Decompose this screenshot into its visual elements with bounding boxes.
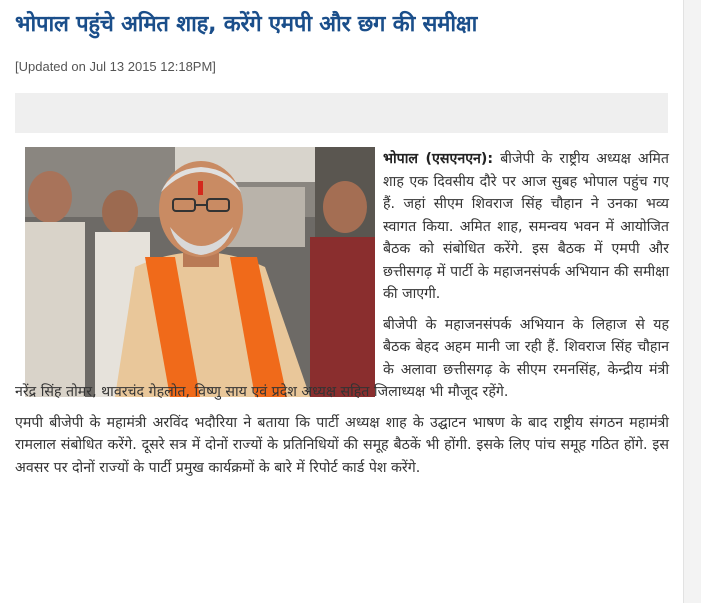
updated-timestamp: [Updated on Jul 13 2015 12:18PM] [15, 59, 216, 74]
article-paragraph-3: एमपी बीजेपी के महामंत्री अरविंद भदौरिया ने बताया कि पार्टी अध्यक्ष शाह के उद्घाटन भाषण के बाद राष्ट्रीय संगठन महामंत्री रामलाल संबोधित करेंगे. दूसरे सत्र में दोनों राज्यों के प्रतिनिधियों की समूह बैठकें भी होंगी. इसके लिए पांच समूह गठित होंगे. इस अवसर पर दोनों राज्यों के पार्टी प्रमुख कार्यक्रमों के बारे में रिपोर्ट कार्ड पेश करेंगे. [15, 414, 669, 476]
paragraph-text: बीजेपी के राष्ट्रीय अध्यक्ष अमित शाह एक दिवसीय दौरे पर आज सुबह भोपाल पहुंच गए हैं. जहां सीएम शिवराज सिंह चौहान ने उनका भव्य स्वागत किया. अमित शाह, समन्वय भवन में आयोजित बैठक को संबोधित करेंगे. इस बैठक में एमपी और छत्तीसगढ़ में पार्टी के महाजनसंपर्क अभियान की समीक्षा की जाएगी. [383, 151, 669, 302]
photo-float-spacer [15, 148, 383, 376]
ad-placeholder-bar [15, 93, 668, 133]
article-dateline: भोपाल (एसएनएन): [383, 151, 494, 167]
article-paragraph-2: बीजेपी के महाजनसंपर्क अभियान के लिहाज से यह बैठक बेहद अहम मानी जा रही हैं. शिवराज सिंह चौहान के अलावा छत्तीसगढ़ के सीएम रमनसिंह, केन्द्रीय मंत्री नरेंद्र सिंह तोमर, थावरचंद गेहलोत, विष्णु साय एवं प्रदेश अध्यक्ष सहित जिलाध्यक्ष भी मौजूद रहेंगे. [15, 316, 669, 400]
article-body [15, 148, 669, 487]
article-headline: भोपाल पहुंचे अमित शाह, करेंगे एमपी और छग की समीक्षा [15, 12, 478, 37]
right-rail-edge [683, 0, 701, 603]
